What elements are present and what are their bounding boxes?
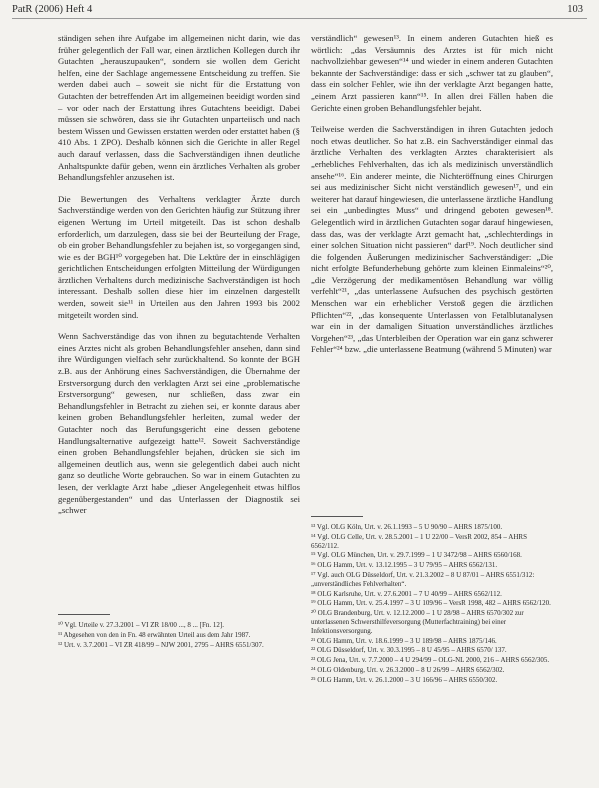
footnote-12: ¹² Urt. v. 3.7.2001 – VI ZR 418/99 – NJW 2001, 2795 – AHRS 6551/307. xyxy=(58,640,264,649)
left-paragraph-1: ständigen sehen ihre Aufgabe im allgemeinen nicht darin, wie das früher gelegentlich der Fall war, einen ärztlichen Kollegen durch ihr Gutachten „herauszupauken“, sondern sie wollen dem Gericht helfen, eine der Sachlage angemessene Entscheidung zu treffen. Sie werden dabei auch – soweit sie nicht für die Erstattung von Gutachten der betreffenden Art im allgemeinen beeidigt worden sind – vor oder nach der Erstattung ihres Gutachtens beeidigt. Dabei müssen sie schwören, dass sie ihr Gutachten unparteiisch und nach bestem Wissen und Gewissen erstatten werden oder erstattet haben (§ 410 Abs. 1 ZPO). Deshalb können sich die Gerichte in aller Regel auch darauf verlassen, dass die Sachverständigen ihnen deutliche Anhaltspunkte dafür geben, wenn ein ärztliches Verhalten als grober Behandlungsfehler anzusehen ist. xyxy=(58,33,300,183)
footnote-24: ²⁴ OLG Oldenburg, Urt. v. 26.3.2000 – 8 U 26/99 – AHRS 6562/302. xyxy=(311,665,505,674)
left-column xyxy=(58,33,300,527)
footnote-20: ²⁰ OLG Brandenburg, Urt. v. 12.12.2000 – 1 U 28/98 – AHRS 6570/302 zur unterlassenen Schwersthilfeversorgung (Mutterfachtraining) bei einer Infektionsversorgung. xyxy=(311,609,524,635)
footnote-15: ¹⁵ Vgl. OLG München, Urt. v. 29.7.1999 – 1 U 3472/98 – AHRS 6560/168. xyxy=(311,551,522,560)
footnote-11: ¹¹ Abgesehen von den in Fn. 48 erwähnten Urteil aus dem Jahr 1987. xyxy=(58,630,251,639)
footnote-21: ²¹ OLG Hamm, Urt. v. 18.6.1999 – 3 U 189/98 – AHRS 1875/146. xyxy=(311,636,497,645)
footnote-25: ²⁵ OLG Hamm, Urt. v. 26.1.2000 – 3 U 166/96 – AHRS 6550/302. xyxy=(311,675,498,684)
footnote-10: ¹⁰ Vgl. Urteile v. 27.3.2001 – VI ZR 18/00 ..., 8 ... [Fn. 12]. xyxy=(58,621,224,629)
page-number: 103 xyxy=(567,4,583,15)
right-footnotes xyxy=(311,523,553,686)
header-rule xyxy=(12,18,587,19)
footnote-17: ¹⁷ Vgl. auch OLG Düsseldorf, Urt. v. 21.3.2002 – 8 U 87/01 – AHRS 6551/312: „unverständliches Fehlverhalten“. xyxy=(311,570,535,588)
left-footnotes xyxy=(58,621,300,650)
right-paragraph-2: Teilweise werden die Sachverständigen in ihren Gutachten jedoch noch etwas deutlicher. So hat z.B. ein Sachverständiger einmal das ärztliche Verhalten des verklagten Arztes charakterisiert als „erhebliches Fehlverhalten, das ich als medizinisch unverständlich ansehe“¹⁶. Ein anderer meinte, die Nichteröffnung eines Chirurgen sei aus medizinischer Sicht nicht verständlich gewesen¹⁷, und ein weiterer hat darauf hingewiesen, die unterlassene ärztliche Handlung sei ein „unbedingtes Muss“ und dringend geboten gewesen¹⁸. Gelegentlich wird in ärztlichen Gutachten sogar darauf hingewiesen, dass das, was der verklagte Arzt gemacht hat, „schlechterdings in einer solchen Situation nicht passieren“ darf¹⁹. Noch deutlicher sind die folgenden Äußerungen medizinischer Sachverständiger: „Die nicht erfolgte Befunderhebung gehörte zum kleinen Einmaleins“²⁰, „die Verzögerung der medikamentösen Behandlung war völlig verfehlt“²¹, „das unterlassene Aufsuchen des psychisch gestörten Menschen war ein erheblicher Verstoß gegen die ärztlichen Pflichten“²², „das konsequente Unterlassen von Fetalblutanalysen war ein in der damaligen Situation unverständliches ärztliches Vorgehen“²³, „das Unterbleiben der Operation war ein ganz schwerer Fehler“²⁴ bzw. „die unterlassene Beatmung (während 5 Minuten) war xyxy=(311,124,553,355)
running-head: PatR (2006) Heft 4 xyxy=(12,4,93,15)
right-paragraph-1: verständlich“ gewesen¹³. In einem anderen Gutachten hieß es wörtlich: „das Versäumnis des Arztes ist für mich nicht nachvollziehbar gewesen“¹⁴ und wieder in einem anderen Gutachten bekannte der Sachverständige: dass er sich „schwer tat zu glauben“, dass ein solcher Fehler, wie ihn der verklagte Arzt begangen hatte, „einem Arzt passieren kann“¹⁵. In allen drei Fällen haben die Gerichte einen groben Behandlungsfehler bejaht. xyxy=(311,33,553,113)
right-footnote-rule xyxy=(311,516,363,517)
left-footnote-rule xyxy=(58,614,110,615)
right-column xyxy=(311,33,553,366)
left-paragraph-3: Wenn Sachverständige das von ihnen zu begutachtende Verhalten eines Arztes nicht als groben Behandlungsfehler ansehen, dann sind ihre Würdigungen vielfach sehr zurückhaltend. So konnte der BGH z.B. aus der Anhörung eines Sachverständigen, die Übernahme der Erstversorgung durch den verklagten Arzt sei eine „problematische Erstversorgung“ gewesen, nur schließen, dass zwar ein Behandlungsfehler in Betracht zu ziehen sei, er konnte daraus aber keinen groben Behandlungsfehler herleiten, zumal weder der Gutachter noch das Berufungsgericht eine dessen gebotene Handlungsalternative aufgezeigt hatte¹². Soweit Sachverständige einen groben Behandlungsfehler bejahen, drücken sie sich im allgemeinen deutlich aus, wenn sie gelegentlich dabei auch nicht ganz so deutliche Worte gebrauchen. So war in einem Gutachten zu lesen, der verklagte Arzt habe „dieser Angelegenheit etwas hilflos gegenübergestanden“ und das Unterlassen der Diagnostik sei „schwer xyxy=(58,331,300,516)
footnote-19: ¹⁹ OLG Hamm, Urt. v. 25.4.1997 – 3 U 109/96 – VersR 1998, 482 – AHRS 6562/120. xyxy=(311,599,551,608)
footnote-13: ¹³ Vgl. OLG Köln, Urt. v. 26.1.1993 – 5 U 90/90 – AHRS 1875/100. xyxy=(311,523,503,531)
footnote-23: ²³ OLG Jena, Urt. v. 7.7.2000 – 4 U 294/99 – OLG-NL 2000, 216 – AHRS 6562/305. xyxy=(311,656,550,665)
left-paragraph-2: Die Bewertungen des Verhaltens verklagter Ärzte durch Sachverständige werden von den Gerichten häufig zur Stützung ihrer eigenen Wertung im Urteil mitgeteilt. Das ist schon deshalb erforderlich, um darzulegen, dass sie bei der Beurteilung der Frage, ob ein grober Behandlungsfehler zu bejahen ist, so vorgegangen sind, wie es der BGH¹⁰ vorgegeben hat. Die Lektüre der in einschlägigen gerichtlichen Entscheidungen erfolgten Mitteilung der Würdigungen ärztlichen Verhaltens durch medizinische Sachverständigen ist hoch interessant. Deshalb sollen diese hier im einzelnen dargestellt werden, soweit sie¹¹ in Urteilen aus den Jahren 1993 bis 2002 mitgeteilt worden sind. xyxy=(58,193,300,320)
footnote-14: ¹⁴ Vgl. OLG Celle, Urt. v. 28.5.2001 – 1 U 22/00 – VersR 2002, 854 – AHRS 6562/112. xyxy=(311,532,527,550)
footnote-16: ¹⁶ OLG Hamm, Urt. v. 13.12.1995 – 3 U 79/95 – AHRS 6562/131. xyxy=(311,561,498,570)
footnote-18: ¹⁸ OLG Karlsruhe, Urt. v. 27.6.2001 – 7 U 40/99 – AHRS 6562/112. xyxy=(311,589,502,598)
footnote-22: ²² OLG Düsseldorf, Urt. v. 30.3.1995 – 8 U 45/95 – AHRS 6570/ 137. xyxy=(311,646,507,655)
